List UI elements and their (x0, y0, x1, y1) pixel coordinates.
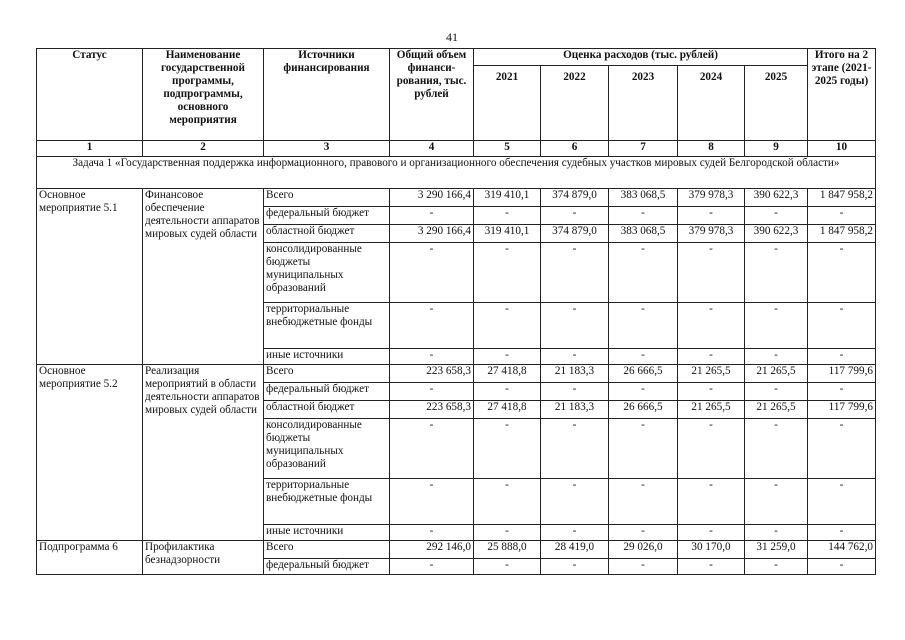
column-number: 6 (541, 141, 609, 157)
value-cell: 21 265,5 (745, 401, 808, 419)
header-stage-total: Итого на 2 этапе (2021-2025 годы) (808, 49, 876, 141)
value-cell: - (541, 525, 609, 541)
value-cell: 26 666,5 (609, 365, 678, 383)
value-cell: - (745, 243, 808, 303)
value-cell: - (541, 419, 609, 479)
source-cell: консолидированные бюджеты муниципальных образований (264, 419, 390, 479)
header-sources: Источники финансирования (264, 49, 390, 141)
value-cell: 390 622,3 (745, 189, 808, 207)
value-cell: - (745, 419, 808, 479)
value-cell: - (390, 559, 474, 575)
value-cell: - (390, 207, 474, 225)
value-cell: 21 265,5 (745, 365, 808, 383)
value-cell: - (678, 479, 745, 525)
page-number: 41 (446, 30, 458, 44)
value-cell: - (609, 383, 678, 401)
value-cell: - (609, 479, 678, 525)
task-row: Задача 1 «Государственная поддержка информационного, правового и организационного обеспечения судебных участков мировых судей Белгородской области» (37, 157, 876, 189)
header-status: Статус (37, 49, 143, 141)
value-cell: - (474, 383, 541, 401)
column-number: 4 (390, 141, 474, 157)
column-number: 10 (808, 141, 876, 157)
value-cell: - (745, 207, 808, 225)
table-row (37, 541, 876, 559)
value-cell: - (390, 243, 474, 303)
header-total: Общий объем финанси-рования, тыс. рублей (390, 49, 474, 141)
value-cell: - (474, 559, 541, 575)
budget-table (36, 48, 876, 575)
value-cell: - (745, 525, 808, 541)
value-cell: - (474, 479, 541, 525)
column-number: 9 (745, 141, 808, 157)
value-cell: 21 265,5 (678, 365, 745, 383)
column-number: 8 (678, 141, 745, 157)
value-cell: 21 265,5 (678, 401, 745, 419)
value-cell: - (808, 243, 876, 303)
value-cell: - (808, 207, 876, 225)
header-year: 2023 (609, 66, 678, 141)
source-cell: федеральный бюджет (264, 383, 390, 401)
column-number: 2 (143, 141, 264, 157)
value-cell: 27 418,8 (474, 365, 541, 383)
header-estimate: Оценка расходов (тыс. рублей) (474, 49, 808, 66)
source-cell: иные источники (264, 349, 390, 365)
value-cell: - (390, 479, 474, 525)
value-cell: - (808, 349, 876, 365)
value-cell: - (745, 559, 808, 575)
value-cell: - (474, 419, 541, 479)
header-year: 2021 (474, 66, 541, 141)
value-cell: - (474, 303, 541, 349)
value-cell: - (390, 419, 474, 479)
value-cell: 3 290 166,4 (390, 225, 474, 243)
source-cell: Всего (264, 189, 390, 207)
source-cell: областной бюджет (264, 401, 390, 419)
source-cell: федеральный бюджет (264, 559, 390, 575)
value-cell: - (474, 349, 541, 365)
table-row (37, 365, 876, 383)
value-cell: - (541, 349, 609, 365)
value-cell: 117 799,6 (808, 401, 876, 419)
value-cell: 319 410,1 (474, 225, 541, 243)
value-cell: 379 978,3 (678, 225, 745, 243)
value-cell: 383 068,5 (609, 189, 678, 207)
program-name-cell: Реализация мероприятий в области деятельности аппаратов мировых судей области (143, 365, 264, 541)
header-year: 2025 (745, 66, 808, 141)
value-cell: - (678, 525, 745, 541)
program-name-cell: Профилактика безнадзорности (143, 541, 264, 575)
value-cell: 379 978,3 (678, 189, 745, 207)
value-cell: - (808, 303, 876, 349)
value-cell: - (808, 525, 876, 541)
value-cell: 3 290 166,4 (390, 189, 474, 207)
value-cell: - (808, 383, 876, 401)
value-cell: 1 847 958,2 (808, 225, 876, 243)
value-cell: - (390, 525, 474, 541)
value-cell: - (678, 419, 745, 479)
value-cell: - (745, 479, 808, 525)
value-cell: - (745, 383, 808, 401)
value-cell: 117 799,6 (808, 365, 876, 383)
value-cell: - (808, 419, 876, 479)
value-cell: - (390, 349, 474, 365)
value-cell: - (808, 479, 876, 525)
value-cell: 30 170,0 (678, 541, 745, 559)
value-cell: - (609, 243, 678, 303)
value-cell: 21 183,3 (541, 365, 609, 383)
source-cell: Всего (264, 365, 390, 383)
value-cell: - (609, 525, 678, 541)
value-cell: - (678, 303, 745, 349)
header-year: 2024 (678, 66, 745, 141)
status-cell: Подпрограмма 6 (37, 541, 143, 575)
value-cell: - (541, 243, 609, 303)
column-number: 3 (264, 141, 390, 157)
value-cell: - (474, 207, 541, 225)
value-cell: 383 068,5 (609, 225, 678, 243)
source-cell: Всего (264, 541, 390, 559)
value-cell: 25 888,0 (474, 541, 541, 559)
value-cell: - (609, 419, 678, 479)
column-number: 1 (37, 141, 143, 157)
value-cell: 319 410,1 (474, 189, 541, 207)
source-cell: консолидированные бюджеты муниципальных образований (264, 243, 390, 303)
value-cell: - (745, 303, 808, 349)
value-cell: - (541, 303, 609, 349)
value-cell: - (474, 243, 541, 303)
value-cell: 223 658,3 (390, 401, 474, 419)
value-cell: - (390, 383, 474, 401)
value-cell: - (678, 207, 745, 225)
value-cell: 21 183,3 (541, 401, 609, 419)
header-year: 2022 (541, 66, 609, 141)
value-cell: 26 666,5 (609, 401, 678, 419)
value-cell: - (745, 349, 808, 365)
value-cell: 374 879,0 (541, 225, 609, 243)
value-cell: 292 146,0 (390, 541, 474, 559)
source-cell: федеральный бюджет (264, 207, 390, 225)
status-cell: Основное мероприятие 5.1 (37, 189, 143, 365)
value-cell: - (678, 383, 745, 401)
value-cell: 144 762,0 (808, 541, 876, 559)
value-cell: 29 026,0 (609, 541, 678, 559)
value-cell: - (474, 525, 541, 541)
value-cell: 31 259,0 (745, 541, 808, 559)
status-cell: Основное мероприятие 5.2 (37, 365, 143, 541)
source-cell: территориальные внебюджетные фонды (264, 479, 390, 525)
value-cell: - (541, 383, 609, 401)
value-cell: - (609, 303, 678, 349)
table-body (37, 157, 876, 575)
value-cell: 374 879,0 (541, 189, 609, 207)
value-cell: - (390, 303, 474, 349)
value-cell: - (678, 559, 745, 575)
value-cell: - (541, 207, 609, 225)
header-program-name: Наименование государственной программы, подпрограммы, основного мероприятия (143, 49, 264, 141)
value-cell: 28 419,0 (541, 541, 609, 559)
value-cell: - (678, 349, 745, 365)
value-cell: - (541, 479, 609, 525)
value-cell: 1 847 958,2 (808, 189, 876, 207)
value-cell: 390 622,3 (745, 225, 808, 243)
column-number: 7 (609, 141, 678, 157)
value-cell: 27 418,8 (474, 401, 541, 419)
value-cell: - (678, 243, 745, 303)
value-cell: - (808, 559, 876, 575)
value-cell: 223 658,3 (390, 365, 474, 383)
column-number: 5 (474, 141, 541, 157)
source-cell: территориальные внебюджетные фонды (264, 303, 390, 349)
value-cell: - (609, 559, 678, 575)
source-cell: областной бюджет (264, 225, 390, 243)
source-cell: иные источники (264, 525, 390, 541)
program-name-cell: Финансовое обеспечение деятельности аппаратов мировых судей области (143, 189, 264, 365)
value-cell: - (541, 559, 609, 575)
value-cell: - (609, 349, 678, 365)
value-cell: - (609, 207, 678, 225)
table-row (37, 189, 876, 207)
